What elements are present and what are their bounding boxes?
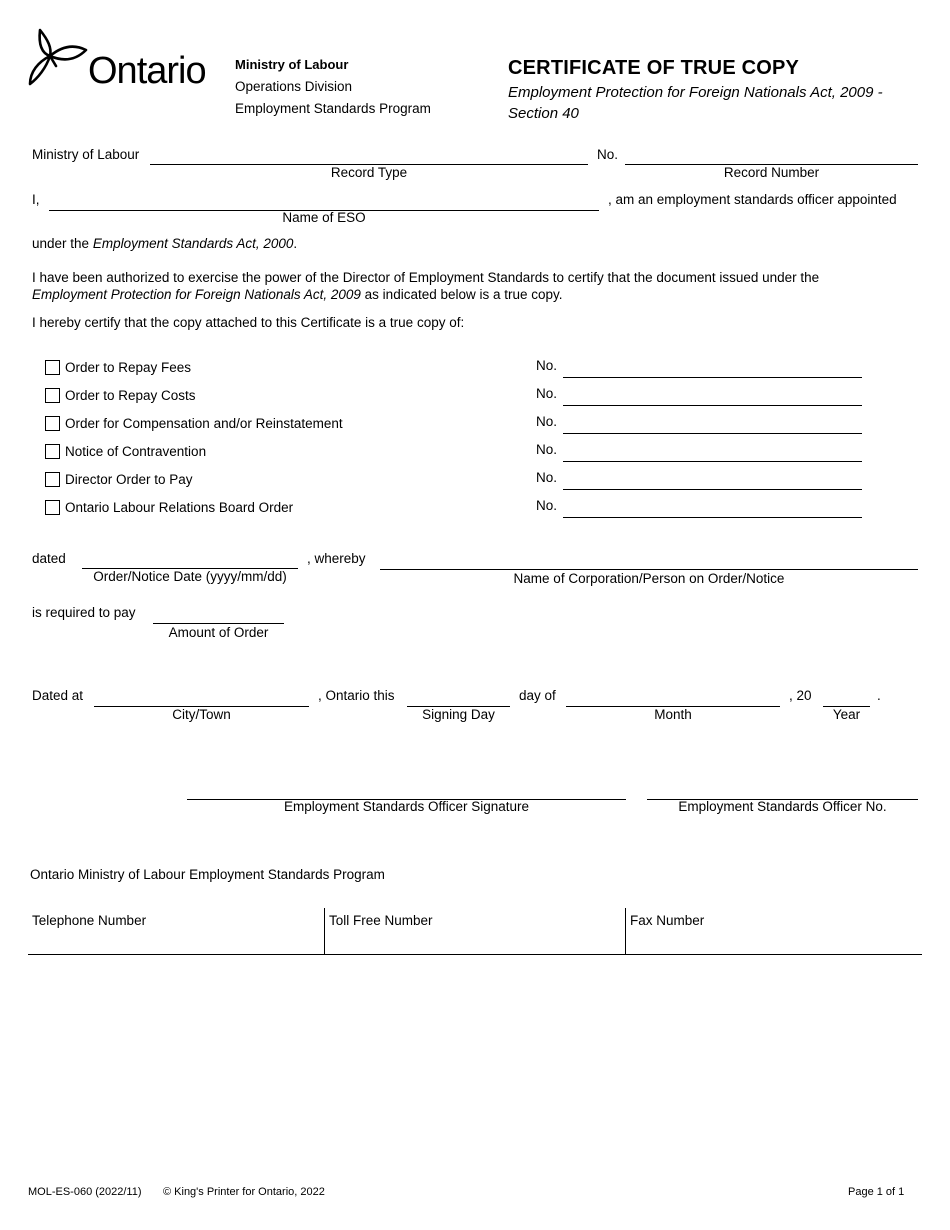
amount-caption: Amount of Order <box>168 625 269 640</box>
telephone-input[interactable] <box>32 932 317 950</box>
required-to-pay-label: is required to pay <box>32 605 136 620</box>
fax-label: Fax Number <box>630 913 705 928</box>
eso-appointed-text: , am an employment standards officer appointed <box>608 192 897 207</box>
eso-i-label: I, <box>32 192 40 207</box>
ontario-this-label: , Ontario this <box>318 688 395 703</box>
month-caption: Month <box>654 707 692 722</box>
dated-label: dated <box>32 551 66 566</box>
contact-divider-1 <box>324 908 325 954</box>
olrb-order-label: Ontario Labour Relations Board Order <box>65 500 294 515</box>
form-code: MOL-ES-060 (2022/11) <box>28 1186 142 1198</box>
page-subtitle: Employment Protection for Foreign Nationals Act, 2009 - Section 40 <box>508 84 883 122</box>
record-type-input[interactable] <box>150 146 588 165</box>
record-no-label: No. <box>597 147 619 162</box>
contravention-checkbox[interactable] <box>45 444 60 459</box>
contact-heading: Ontario Ministry of Labour Employment Standards Program <box>30 867 385 882</box>
signature-caption: Employment Standards Officer Signature <box>283 799 530 814</box>
olrb-order-no-label: No. <box>536 498 558 513</box>
olrb-order-checkbox[interactable] <box>45 500 60 515</box>
authorization-line-2-rest: as indicated below is a true copy. <box>360 287 563 302</box>
olrb-order-number-input[interactable] <box>563 499 862 518</box>
day-of-label: day of <box>519 688 556 703</box>
repay-fees-no-label: No. <box>536 358 558 373</box>
epfna-act-name: Employment Protection for Foreign Nationals Act, 2009 <box>32 287 361 302</box>
director-order-no-label: No. <box>536 470 558 485</box>
officer-number-caption: Employment Standards Officer No. <box>678 799 887 814</box>
signing-period: . <box>877 688 881 703</box>
toll-free-label: Toll Free Number <box>329 913 433 928</box>
order-date-input[interactable] <box>82 550 298 569</box>
toll-free-input[interactable] <box>329 932 619 950</box>
contravention-label: Notice of Contravention <box>65 444 207 459</box>
contact-bottom-rule <box>28 954 922 955</box>
record-type-caption: Record Type <box>330 165 408 180</box>
corporation-name-caption: Name of Corporation/Person on Order/Notice <box>513 571 785 586</box>
director-order-label: Director Order to Pay <box>65 472 193 487</box>
compensation-number-input[interactable] <box>563 415 862 434</box>
certify-text: I hereby certify that the copy attached to this Certificate is a true copy of: <box>32 315 465 330</box>
year-caption: Year <box>832 707 861 722</box>
copyright: © King's Printer for Ontario, 2022 <box>163 1186 325 1198</box>
page-title: CERTIFICATE OF TRUE COPY <box>508 57 800 79</box>
record-number-caption: Record Number <box>723 165 820 180</box>
compensation-no-label: No. <box>536 414 558 429</box>
compensation-checkbox[interactable] <box>45 416 60 431</box>
repay-fees-label: Order to Repay Fees <box>65 360 192 375</box>
whereby-label: , whereby <box>307 551 366 566</box>
trillium-icon <box>28 26 90 88</box>
eso-name-caption: Name of ESO <box>282 210 366 225</box>
telephone-label: Telephone Number <box>32 913 147 928</box>
city-caption: City/Town <box>172 707 231 722</box>
esa-act-name: Employment Standards Act, 2000 <box>92 236 294 251</box>
esa-act-period: . <box>293 236 298 251</box>
year-prefix: , 20 <box>789 688 812 703</box>
repay-fees-checkbox[interactable] <box>45 360 60 375</box>
dated-at-label: Dated at <box>32 688 84 703</box>
signing-day-input[interactable] <box>407 688 510 707</box>
record-number-input[interactable] <box>625 146 918 165</box>
logo-text: Ontario <box>88 50 206 92</box>
repay-costs-no-label: No. <box>536 386 558 401</box>
division-name: Operations Division <box>235 79 353 94</box>
repay-costs-number-input[interactable] <box>563 387 862 406</box>
contact-divider-2 <box>625 908 626 954</box>
corporation-name-input[interactable] <box>380 551 918 570</box>
year-input[interactable] <box>823 688 870 707</box>
compensation-label: Order for Compensation and/or Reinstatement <box>65 416 343 431</box>
fax-input[interactable] <box>630 932 915 950</box>
record-label: Ministry of Labour <box>32 147 140 162</box>
under-the-text: under the <box>32 236 90 251</box>
repay-costs-checkbox[interactable] <box>45 388 60 403</box>
authorization-line-2 <box>32 287 563 302</box>
contravention-number-input[interactable] <box>563 443 862 462</box>
signing-day-caption: Signing Day <box>422 707 495 722</box>
ontario-logo <box>28 26 208 92</box>
eso-name-input[interactable] <box>49 192 599 211</box>
month-input[interactable] <box>566 688 780 707</box>
contravention-no-label: No. <box>536 442 558 457</box>
repay-fees-number-input[interactable] <box>563 359 862 378</box>
repay-costs-label: Order to Repay Costs <box>65 388 196 403</box>
under-the-line <box>32 236 297 251</box>
authorization-line-1: I have been authorized to exercise the power of the Director of Employment Standards to certify that the document issued under the <box>32 270 820 285</box>
ministry-name: Ministry of Labour <box>235 57 349 72</box>
program-name: Employment Standards Program <box>235 101 431 116</box>
city-input[interactable] <box>94 688 309 707</box>
order-date-caption: Order/Notice Date (yyyy/mm/dd) <box>93 569 287 584</box>
director-order-checkbox[interactable] <box>45 472 60 487</box>
amount-input[interactable] <box>153 605 284 624</box>
director-order-number-input[interactable] <box>563 471 862 490</box>
page-number: Page 1 of 1 <box>848 1186 905 1198</box>
